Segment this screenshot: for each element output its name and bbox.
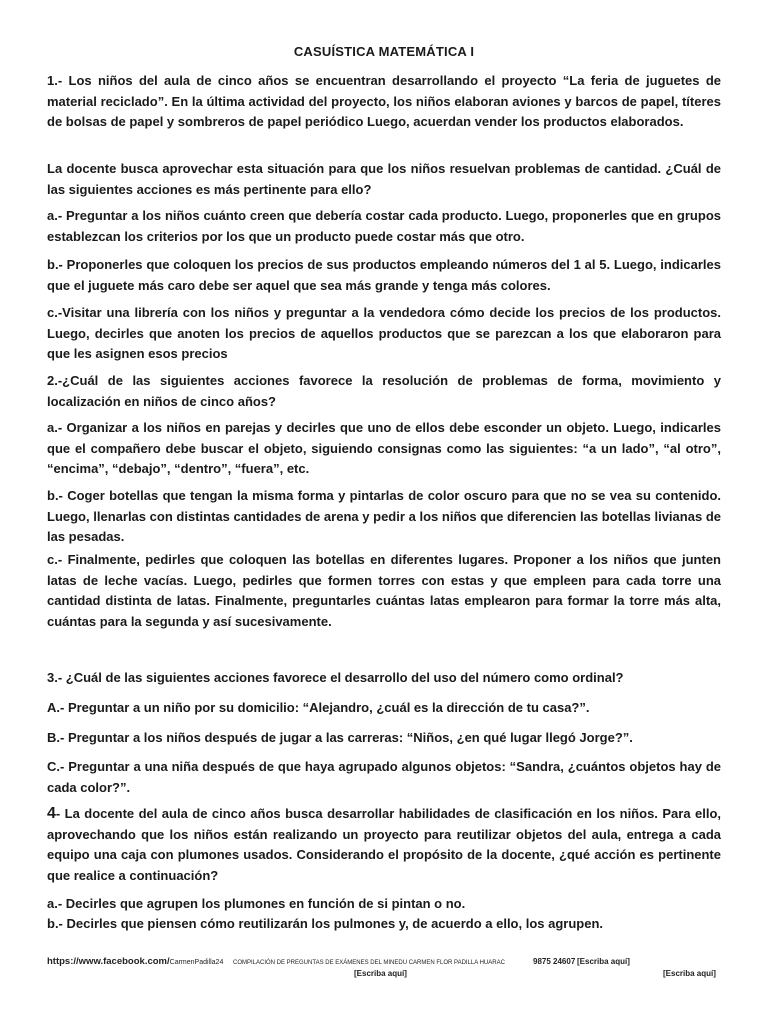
- question-2-option-c: c.- Finalmente, pedirles que coloquen las botellas en diferentes lugares. Proponer a los niños que junten latas de leche vacías. Luego, pedirles que formen torres con estas y que empleen para cada torre una cantidad distinta de latas. Finalmente, preguntarles cuántas latas emplearon para formar la torre más alta, cuántas para la segunda y así sucesivamente.: [47, 552, 721, 629]
- compilation-credit: COMPILACIÓN DE PREGUNTAS DE EXÁMENES DEL MINEDU CARMEN FLOR PADILLA HUARAC: [233, 960, 505, 966]
- question-2-option-a: a.- Organizar a los niños en parejas y decirles que uno de ellos debe esconder un objeto. Luego, indicarles que el compañero debe buscar el objeto, siguiendo consignas como las siguientes: “a un lado”, “al otro”, “encima”, “debajo”, “dentro”, “fuera”, etc.: [47, 420, 721, 476]
- question-1-stem: La docente busca aprovechar esta situación para que los niños resuelvan problemas de cantidad. ¿Cuál de las siguientes acciones es más pertinente para ello?: [47, 161, 721, 197]
- question-4-stem: [47, 804, 721, 886]
- facebook-username: CarmenPadilla24: [169, 959, 224, 966]
- question-2-stem: 2.-¿Cuál de las siguientes acciones favorece la resolución de problemas de forma, movimiento y localización en niños de cinco años?: [47, 373, 721, 409]
- phone-number: 9875 24607: [533, 957, 576, 966]
- question-4-option-a: a.- Decirles que agrupen los plumones en función de si pintan o no.: [47, 896, 466, 911]
- page-footer: [47, 956, 723, 978]
- facebook-link[interactable]: https://www.facebook.com/: [47, 956, 170, 967]
- question-3-stem: 3.- ¿Cuál de las siguientes acciones favorece el desarrollo del uso del número como ordinal?: [47, 670, 624, 685]
- document-title: CASUÍSTICA MATEMÁTICA I: [293, 44, 475, 59]
- footer-placeholder-center[interactable]: [Escriba aquí]: [354, 969, 407, 978]
- question-4-option-b: b.- Decirles que piensen cómo reutilizarán los pulmones y, de acuerdo a ello, los agrupen.: [47, 916, 604, 931]
- question-3-option-c: C.- Preguntar a una niña después de que haya agrupado algunos objetos: “Sandra, ¿cuántos objetos hay de cada color?”.: [47, 759, 721, 795]
- question-1-option-a: a.- Preguntar a los niños cuánto creen que debería costar cada producto. Luego, proponerles que en grupos establezcan los criterios por los que un producto puede costar más que otro.: [47, 208, 721, 244]
- question-1-option-c: c.-Visitar una librería con los niños y preguntar a la vendedora cómo decide los precios de los productos. Luego, decirles que anoten los precios de aquellos productos que se parezcan a los que elaboraron para que les asignen esos precios: [47, 305, 721, 361]
- question-4-text: - La docente del aula de cinco años busca desarrollar habilidades de clasificación en los niños. Para ello, aprovechando que los niños están realizando un proyecto para reutilizar objetos del aula, entrega a cada equipo una caja con plumones usados. Considerando el propósito de la docente, ¿qué acción es pertinente que realice a continuación?: [47, 806, 721, 883]
- question-3-option-a: A.- Preguntar a un niño por su domicilio: “Alejandro, ¿cuál es la dirección de tu casa?”.: [47, 700, 590, 715]
- question-4-number: 4: [47, 805, 56, 822]
- question-1-context: 1.- Los niños del aula de cinco años se encuentran desarrollando el proyecto “La feria de juguetes de material reciclado”. En la última actividad del proyecto, los niños elaboran aviones y barcos de papel, títeres de bolsas de papel y sombreros de papel periódico Luego, acuerdan vender los productos elaborados.: [47, 73, 721, 129]
- question-1-option-b: b.- Proponerles que coloquen los precios de sus productos empleando números del 1 al 5. Luego, indicarles que el juguete más caro debe ser aquel que sea más grande y tenga más colores.: [47, 257, 721, 293]
- footer-placeholder-far-right[interactable]: [Escriba aquí]: [663, 969, 716, 978]
- footer-placeholder-right[interactable]: [Escriba aquí]: [577, 957, 630, 966]
- question-3-option-b: B.- Preguntar a los niños después de jugar a las carreras: “Niños, ¿en qué lugar llegó Jorge?”.: [47, 730, 633, 745]
- question-2-option-b: b.- Coger botellas que tengan la misma forma y pintarlas de color oscuro para que no se vea su contenido. Luego, llenarlas con distintas cantidades de arena y pedir a los niños que diferencien las botellas livianas de las pesadas.: [47, 488, 721, 544]
